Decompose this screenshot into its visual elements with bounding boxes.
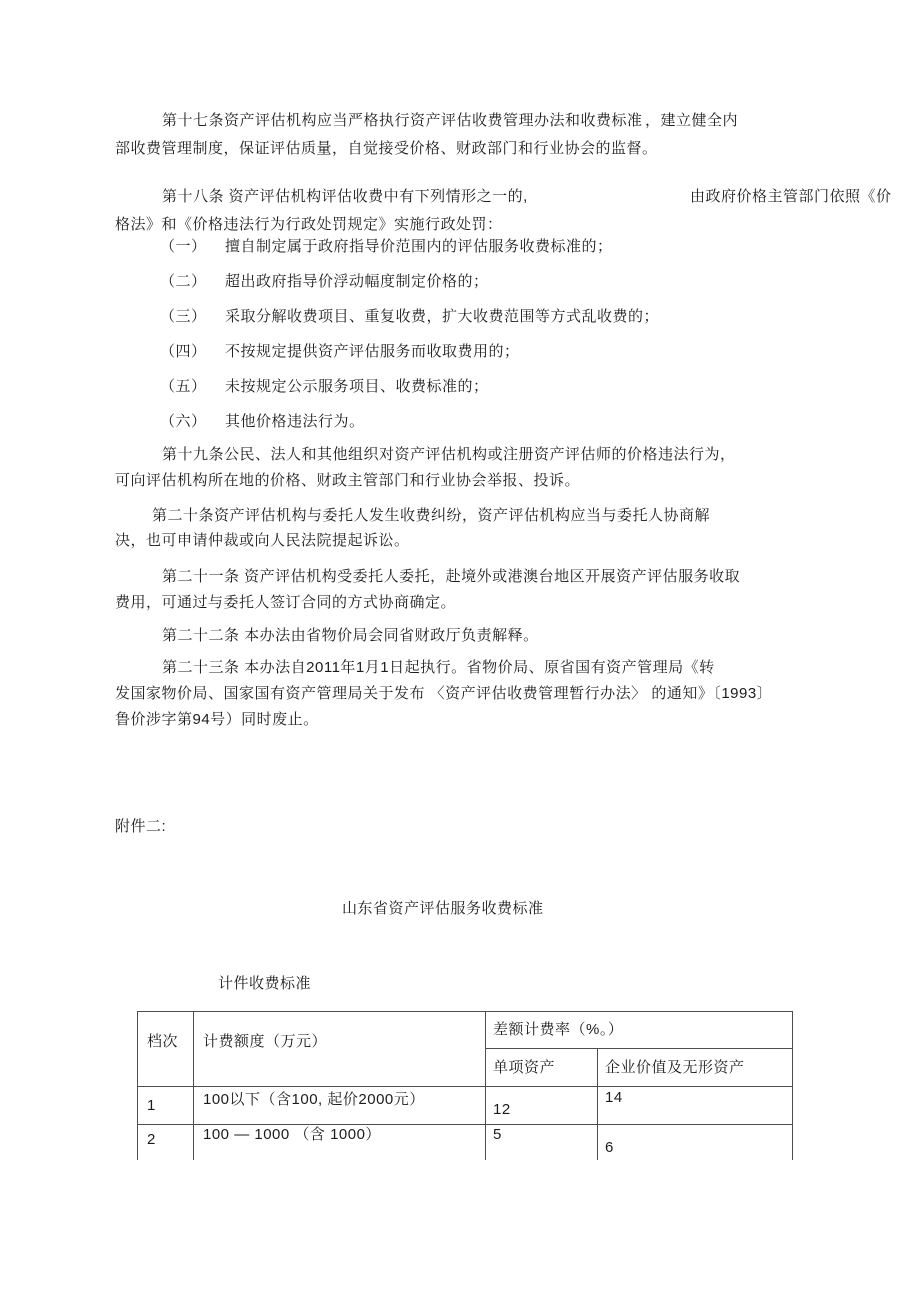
list-item-4 xyxy=(160,343,520,360)
table-border-top xyxy=(137,1011,793,1012)
list-item-5-text: 未按规定公示服务项目、收费标准的； xyxy=(225,378,489,395)
list-item-2 xyxy=(160,273,489,290)
list-item-5-number: （五） xyxy=(160,378,207,395)
list-item-3-number: （三） xyxy=(160,308,207,325)
table-border-col-single xyxy=(597,1048,598,1160)
paragraph-18-text: 第十八条 资产评估机构评估收费中有下列情形之一的, xyxy=(162,188,528,205)
list-item-5 xyxy=(160,378,489,395)
list-item-1-number: （一） xyxy=(160,238,207,255)
row-2-single-rate: 5 xyxy=(493,1126,502,1143)
header-rate-group: 差额计费率（%。） xyxy=(493,1021,624,1038)
row-1-grade: 1 xyxy=(147,1097,156,1114)
header-single-asset: 单项资产 xyxy=(493,1059,556,1076)
table-caption: 计件收费标准 xyxy=(218,975,312,992)
paragraph-20-line-2: 决，也可申请仲裁或向人民法院提起诉讼。 xyxy=(115,532,410,549)
list-item-3 xyxy=(160,308,660,325)
list-item-1 xyxy=(160,238,613,255)
list-item-4-text: 不按规定提供资产评估服务而收取费用的； xyxy=(225,343,520,360)
paragraph-22-line-1: 第二十二条 本办法由省物价局会同省财政厅负责解释。 xyxy=(162,627,539,644)
row-1-single-rate: 12 xyxy=(493,1101,511,1118)
list-item-4-number: （四） xyxy=(160,343,207,360)
list-item-2-text: 超出政府指导价浮动幅度制定价格的； xyxy=(225,273,489,290)
row-2-grade: 2 xyxy=(147,1131,156,1148)
table-border-under-rate-group xyxy=(485,1048,793,1049)
list-item-6-text: 其他价格违法行为。 xyxy=(225,413,365,430)
paragraph-19-line-2: 可向评估机构所在地的价格、财政主管部门和行业协会举报、投诉。 xyxy=(115,472,581,489)
paragraph-21-line-2: 费用，可通过与委托人签订合同的方式协商确定。 xyxy=(115,594,457,611)
paragraph-17-line-2: 部收费管理制度，保证评估质量，自觉接受价格、财政部门和行业协会的监督。 xyxy=(115,140,658,157)
paragraph-17-line-1 xyxy=(162,112,739,129)
table-border-under-header xyxy=(137,1086,793,1087)
header-grade: 档次 xyxy=(147,1033,179,1050)
paragraph-20-line-1: 第二十条资产评估机构与委托人发生收费纠纷，资产评估机构应当与委托人协商解 xyxy=(152,507,711,524)
paragraph-17-text: 第十七条资产评估机构应当严格执行资产评估收费管理办法和收费标准 xyxy=(162,112,643,129)
header-amount: 计费额度（万元） xyxy=(203,1033,328,1050)
row-2-enterprise-rate: 6 xyxy=(605,1139,614,1156)
paragraph-17-tail: ，建立健全内 xyxy=(645,112,739,129)
list-item-2-number: （二） xyxy=(160,273,207,290)
paragraph-18-line-2: 格法》和《价格违法行为行政处罚规定》实施行政处罚： xyxy=(115,216,503,233)
paragraph-23-line-1: 第二十三条 本办法自2011年1月1日起执行。省物价局、原省国有资产管理局《转 xyxy=(162,659,715,676)
header-enterprise-value: 企业价值及无形资产 xyxy=(605,1059,745,1076)
list-item-6-number: （六） xyxy=(160,413,207,430)
list-item-6 xyxy=(160,413,365,430)
table-border-col-grade xyxy=(193,1011,194,1160)
row-1-amount: 100以下（含100, 起价2000元） xyxy=(203,1091,425,1108)
paragraph-18-line-1 xyxy=(162,188,892,205)
list-item-1-text: 擅自制定属于政府指导价范围内的评估服务收费标准的； xyxy=(225,238,613,255)
row-1-enterprise-rate: 14 xyxy=(605,1089,623,1106)
table-border-col-amount xyxy=(485,1011,486,1160)
table-border-right xyxy=(792,1011,793,1160)
attachment-label: 附件二: xyxy=(115,818,167,835)
row-2-amount: 100 — 1000 （含 1000） xyxy=(203,1126,381,1143)
paragraph-21-line-1: 第二十一条 资产评估机构受委托人委托，赴境外或港澳台地区开展资产评估服务收取 xyxy=(162,568,741,585)
paragraph-23-line-3: 鲁价涉字第94号）同时废止。 xyxy=(115,711,319,728)
paragraph-18-tail: 由政府价格主管部门依照《价 xyxy=(690,188,892,205)
paragraph-19-line-1: 第十九条公民、法人和其他组织对资产评估机构或注册资产评估师的价格违法行为， xyxy=(162,446,736,463)
paragraph-23-line-2: 发国家物价局、国家国有资产管理局关于发布 〈资产评估收费管理暂行办法〉 的通知》〔1993〕 xyxy=(115,685,773,702)
table-border-left xyxy=(137,1011,138,1160)
list-item-3-text: 采取分解收费项目、重复收费，扩大收费范围等方式乱收费的； xyxy=(225,308,660,325)
table-border-under-row-1 xyxy=(137,1124,793,1125)
standard-title: 山东省资产评估服务收费标准 xyxy=(342,900,544,917)
